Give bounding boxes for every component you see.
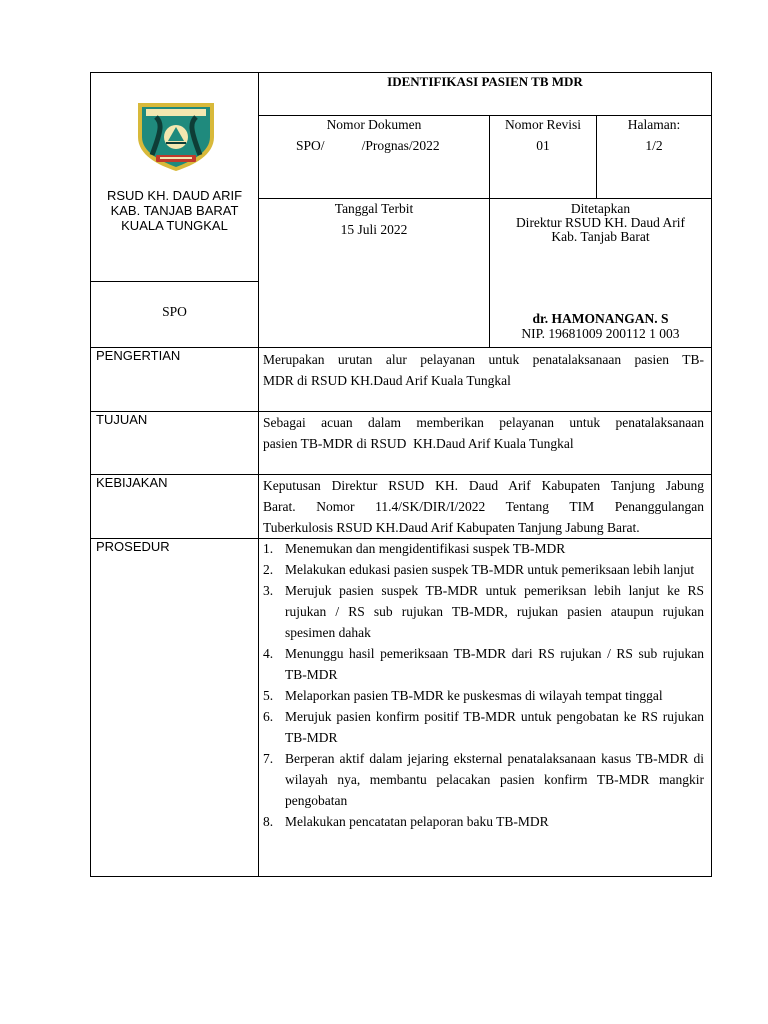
hospital-name-line3: KUALA TUNGKAL [121,218,228,233]
kebijakan-line2: Barat. Nomor 11.4/SK/DIR/I/2022 Tentang TIM Penanggulangan [263,499,704,514]
prosedur-item [263,685,704,706]
prosedur-item-text: Melaporkan pasien TB-MDR ke puskesmas di wilayah tempat tinggal [285,688,663,703]
tujuan-label: TUJUAN [96,412,148,427]
ditetapkan-line1: Direktur RSUD KH. Daud Arif [515,215,686,230]
hospital-name-line2: KAB. TANJAB BARAT [110,203,239,218]
ditetapkan-line2: Kab. Tanjab Barat [551,229,650,244]
hospital-name-line1: RSUD KH. DAUD ARIF [106,188,243,203]
pengertian-line2: MDR di RSUD KH.Daud Arif Kuala Tungkal [263,373,511,388]
prosedur-item-number: 5. [263,688,274,703]
prosedur-item [263,559,704,580]
prosedur-item-number: 7. [263,751,274,766]
page-title: IDENTIFIKASI PASIEN TB MDR [387,74,583,89]
spo-divider [90,281,259,282]
prosedur-item [263,538,704,559]
prosedur-item-text: Melakukan pencatatan pelaporan baku TB-MDR [285,814,549,829]
halaman-label: Halaman: [627,117,681,132]
halaman-value: 1/2 [645,138,663,153]
prosedur-item-number: 4. [263,646,274,661]
table-border-bottom [90,876,712,877]
prosedur-item [263,706,704,748]
regency-emblem-icon [132,99,220,173]
prosedur-item-text: Berperan aktif dalam jejaring eksternal penatalaksanaan kasus TB-MDR di wilayah nya, membantu pelacakan pasien konfirm TB-MDR mangkir pengobatan [285,751,704,808]
prosedur-list [263,538,704,832]
nomor-dokumen-value: SPO/ /Prognas/2022 [296,138,440,153]
doc-type-label: SPO [162,304,187,319]
title-row-divider [258,115,712,116]
ditetapkan-label: Ditetapkan [570,201,631,216]
nomor-revisi-value: 01 [536,138,550,153]
kebijakan-line3: Tuberkulosis RSUD KH.Daud Arif Kabupaten Tanjung Jabung Barat. [263,520,640,535]
signer-name: dr. HAMONANGAN. S [532,311,669,326]
tujuan-line1: Sebagai acuan dalam memberikan pelayanan untuk penatalaksanaan [263,415,704,430]
prosedur-item-number: 6. [263,709,274,724]
table-border-top [90,72,712,73]
tanggal-terbit-value: 15 Juli 2022 [340,222,408,237]
prosedur-item-number: 1. [263,541,274,556]
prosedur-item-text: Melakukan edukasi pasien suspek TB-MDR untuk pemeriksaan lebih lanjut [285,562,695,577]
pengertian-label: PENGERTIAN [96,348,181,363]
kebijakan-line1: Keputusan Direktur RSUD KH. Daud Arif Kabupaten Tanjung Jabung [263,478,704,493]
signer-nip: NIP. 19681009 200112 1 003 [521,326,680,341]
prosedur-item-number: 2. [263,562,274,577]
tanggal-terbit-label: Tanggal Terbit [334,201,414,216]
prosedur-label: PROSEDUR [96,539,170,554]
prosedur-item-number: 8. [263,814,274,829]
prosedur-item-text: Merujuk pasien konfirm positif TB-MDR untuk pengobatan ke RS rujukan TB-MDR [285,709,704,745]
prosedur-item [263,580,704,643]
tujuan-line2: pasien TB-MDR di RSUD KH.Daud Arif Kuala Tungkal [263,436,574,451]
header-bottom-divider [90,347,712,348]
pengertian-line1: Merupakan urutan alur pelayanan untuk penatalaksanaan pasien TB- [263,352,704,367]
prosedur-item-text: Menunggu hasil pemeriksaan TB-MDR dari RS rujukan / RS sub rujukan TB-MDR [285,646,704,682]
prosedur-item [263,643,704,685]
prosedur-item [263,811,704,832]
prosedur-item [263,748,704,811]
prosedur-item-text: Menemukan dan mengidentifikasi suspek TB-MDR [285,541,566,556]
nomor-revisi-label: Nomor Revisi [504,117,582,132]
doc-number-row-divider [258,198,712,199]
nomor-dokumen-label: Nomor Dokumen [326,117,422,132]
prosedur-item-text: Merujuk pasien suspek TB-MDR untuk pemeriksan lebih lanjut ke RS rujukan / RS sub rujukan TB-MDR, rujukan pasien ataupun rujukan spesimen dahak [285,583,704,640]
prosedur-item-number: 3. [263,583,274,598]
hospital-logo [132,99,220,173]
kebijakan-label: KEBIJAKAN [96,475,168,490]
